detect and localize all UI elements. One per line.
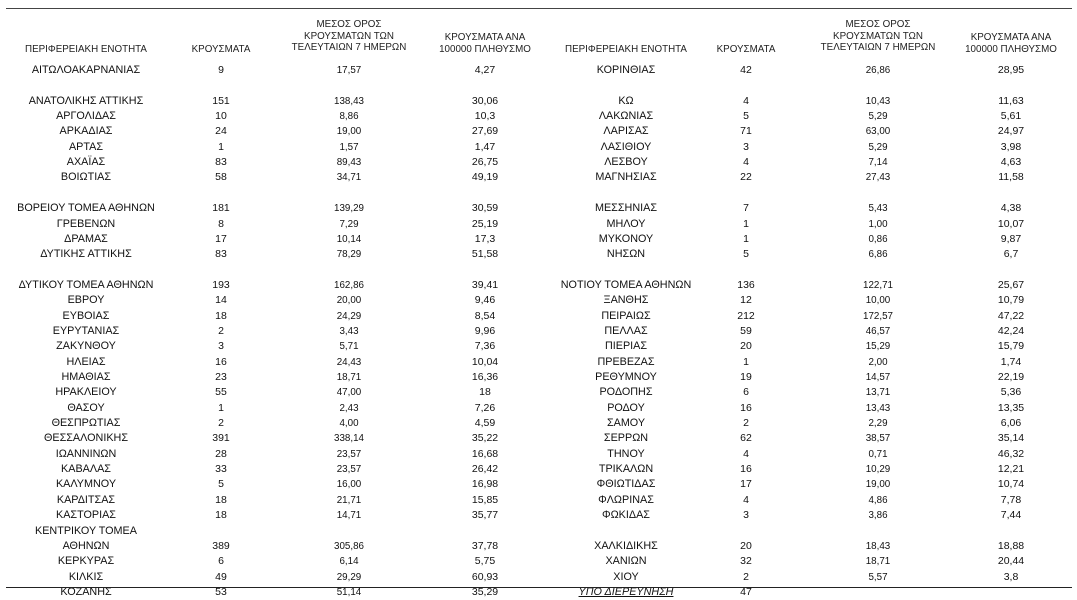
cases-cell: 47 (740, 585, 752, 598)
avg7-cell: 2,00 (868, 356, 888, 368)
avg7-cell: 13,71 (865, 387, 891, 399)
bottom-rule (6, 587, 1072, 588)
cases-cell: 62 (740, 432, 752, 445)
avg7-cell: 18,71 (336, 372, 362, 383)
avg7-cell: 1,00 (868, 218, 888, 230)
per100k-cell: 39,41 (471, 278, 499, 291)
header-per100k-left (425, 32, 545, 55)
per100k-cell: 5,36 (1000, 386, 1022, 399)
per100k-cell: 10,07 (997, 217, 1025, 230)
per100k-cell: 42,24 (997, 324, 1025, 337)
cases-cell: 20 (740, 539, 752, 552)
per100k-cell: 30,59 (471, 202, 499, 215)
cases-cell: 28 (215, 447, 227, 460)
cases-cell: 4 (743, 447, 749, 460)
region-name-cell: ΦΛΩΡΙΝΑΣ (598, 493, 654, 506)
cases-cell: 136 (737, 278, 755, 291)
region-name-cell: ΔΡΑΜΑΣ (64, 232, 108, 245)
region-name-cell: ΚΑΣΤΟΡΙΑΣ (56, 509, 116, 522)
per100k-cell: 60,93 (471, 570, 499, 583)
per100k-cell: 15,79 (997, 340, 1025, 353)
per100k-cell: 35,29 (471, 585, 499, 598)
cases-cell: 1 (743, 232, 749, 245)
region-name-cell: ΜΗΛΟΥ (606, 217, 646, 230)
cases-cell: 83 (215, 156, 227, 169)
top-rule (6, 8, 1072, 9)
per100k-cell: 12,21 (997, 463, 1025, 476)
avg7-cell: 24,29 (336, 310, 362, 322)
cases-cell: 181 (212, 202, 230, 215)
cases-cell: 10 (215, 110, 227, 122)
region-name-cell: ΛΑΡΙΣΑΣ (603, 125, 649, 138)
per100k-cell: 10,04 (471, 355, 499, 368)
cases-cell: 1 (743, 217, 749, 230)
avg7-cell: 7,14 (868, 157, 888, 169)
per100k-cell: 22,19 (997, 371, 1025, 383)
avg7-cell: 1,57 (339, 141, 359, 153)
per100k-cell: 6,06 (1000, 417, 1022, 430)
cases-cell: 12 (740, 294, 752, 307)
cases-cell: 24 (215, 125, 227, 138)
avg7-cell: 122,71 (863, 279, 893, 291)
per100k-cell: 49,19 (471, 171, 499, 184)
cases-cell: 9 (218, 64, 224, 76)
cases-cell: 20 (740, 340, 752, 353)
region-name-cell: ΚΕΡΚΥΡΑΣ (57, 555, 115, 568)
per100k-cell: 27,69 (471, 125, 499, 138)
avg7-cell: 2,43 (339, 402, 359, 414)
region-name-cell: ΚΟΡΙΝΘΙΑΣ (596, 64, 656, 76)
region-name-cell: ΥΠΟ ΔΙΕΡΕΥΝΗΣΗ (578, 585, 674, 598)
region-name-cell: ΚΑΡΔΙΤΣΑΣ (56, 493, 116, 506)
avg7-cell: 5,43 (868, 203, 888, 215)
header-avg7-line-3: ΤΕΛΕΥΤΑΙΩΝ 7 ΗΜΕΡΩΝ (820, 42, 936, 53)
per100k-cell: 37,78 (471, 539, 499, 552)
per100k-cell: 9,96 (474, 324, 496, 337)
avg7-cell: 139,29 (334, 203, 364, 215)
cases-cell: 23 (215, 371, 227, 383)
per100k-cell: 24,97 (997, 125, 1025, 138)
region-name-cell: ΜΑΓΝΗΣΙΑΣ (595, 171, 657, 184)
avg7-cell: 20,00 (336, 295, 362, 307)
per100k-cell: 30,06 (471, 94, 499, 107)
region-name-cell: ΒΟΡΕΙΟΥ ΤΟΜΕΑ ΑΘΗΝΩΝ (17, 202, 155, 215)
cases-cell: 2 (743, 570, 749, 583)
region-name-cell: ΡΕΘΥΜΝΟΥ (595, 371, 657, 383)
region-name-cell: ΑΘΗΝΩΝ (62, 539, 110, 552)
avg7-cell: 18,71 (865, 556, 891, 568)
region-name-cell: ΕΥΡΥΤΑΝΙΑΣ (52, 324, 120, 337)
avg7-cell: 3,86 (868, 510, 888, 522)
avg7-cell: 46,57 (865, 325, 891, 337)
header-avg7-left (284, 19, 414, 54)
avg7-cell: 89,43 (336, 157, 362, 169)
per100k-cell: 18,88 (997, 539, 1025, 552)
region-name-cell: ΦΘΙΩΤΙΔΑΣ (596, 478, 656, 491)
cases-cell: 83 (215, 248, 227, 261)
region-name-cell: ΗΛΕΙΑΣ (66, 355, 106, 368)
per100k-cell: 10,79 (997, 294, 1025, 307)
avg7-cell: 172,57 (863, 310, 893, 322)
cases-cell: 3 (218, 340, 224, 353)
header-cases-left: ΚΡΟΥΣΜΑΤΑ (191, 44, 251, 55)
avg7-cell: 5,29 (868, 111, 888, 122)
cases-cell: 17 (740, 478, 752, 491)
region-name-cell: ΑΡΓΟΛΙΔΑΣ (56, 110, 116, 122)
per100k-cell: 8,54 (474, 309, 496, 322)
region-name-cell: ΛΕΣΒΟΥ (604, 156, 648, 169)
avg7-cell: 38,57 (865, 433, 891, 445)
header-avg7-line-1: ΜΕΣΟΣ ΟΡΟΣ (845, 19, 911, 30)
cases-cell: 33 (215, 463, 227, 476)
cases-cell: 5 (218, 478, 224, 491)
per100k-cell: 10,3 (474, 110, 496, 122)
per100k-cell: 46,32 (997, 447, 1025, 460)
avg7-cell: 19,00 (865, 479, 891, 491)
avg7-cell: 2,29 (868, 418, 888, 430)
avg7-cell: 5,29 (868, 141, 888, 153)
per100k-cell: 5,75 (474, 555, 496, 568)
avg7-cell: 7,29 (339, 218, 359, 230)
cases-cell: 3 (743, 140, 749, 153)
avg7-cell: 138,43 (334, 95, 364, 107)
header-cases-right: ΚΡΟΥΣΜΑΤΑ (716, 44, 776, 55)
avg7-cell: 14,57 (865, 372, 891, 383)
region-name-cell: ΛΑΚΩΝΙΑΣ (598, 110, 654, 122)
cases-cell: 14 (215, 294, 227, 307)
cases-cell: 151 (212, 94, 230, 107)
cases-cell: 8 (218, 217, 224, 230)
per100k-cell: 16,98 (471, 478, 499, 491)
cases-cell: 1 (218, 140, 224, 153)
per100k-cell: 25,67 (997, 278, 1025, 291)
cases-cell: 17 (215, 232, 227, 245)
per100k-cell: 16,68 (471, 447, 499, 460)
avg7-cell: 10,00 (865, 295, 891, 307)
header-avg7-line-2: ΚΡΟΥΣΜΑΤΩΝ ΤΩΝ (304, 30, 394, 42)
cases-cell: 5 (743, 248, 749, 261)
cases-cell: 2 (743, 417, 749, 430)
per100k-cell: 4,59 (474, 417, 496, 430)
cases-table (6, 8, 1072, 598)
header-per100k-line-1: ΚΡΟΥΣΜΑΤΑ ΑΝΑ (444, 32, 526, 43)
region-name-cell: ΕΥΒΟΙΑΣ (62, 309, 110, 322)
header-region-right: ΠΕΡΙΦΕΡΕΙΑΚΗ ΕΝΟΤΗΤΑ (565, 44, 687, 55)
cases-cell: 16 (215, 355, 227, 368)
per100k-cell: 3,8 (1003, 570, 1019, 583)
header-avg7-line-3: ΤΕΛΕΥΤΑΙΩΝ 7 ΗΜΕΡΩΝ (291, 42, 407, 53)
avg7-cell: 6,14 (339, 556, 359, 568)
per100k-cell: 16,36 (471, 371, 499, 383)
avg7-cell: 63,00 (865, 126, 891, 138)
cases-cell: 5 (743, 110, 749, 122)
per100k-cell: 17,3 (474, 232, 496, 245)
cases-cell: 193 (212, 278, 230, 291)
region-name-cell: ΞΑΝΘΗΣ (603, 294, 649, 307)
avg7-cell: 51,14 (336, 586, 362, 598)
per100k-cell: 9,46 (474, 294, 496, 307)
cases-cell: 1 (743, 355, 749, 368)
region-name-cell: ΠΕΛΛΑΣ (604, 324, 648, 337)
region-name-cell: ΜΕΣΣΗΝΙΑΣ (594, 202, 657, 215)
cases-cell: 16 (740, 463, 752, 476)
cases-cell: 3 (743, 509, 749, 522)
region-name-cell: ΚΑΒΑΛΑΣ (61, 463, 111, 476)
region-name-cell: ΗΡΑΚΛΕΙΟΥ (55, 386, 117, 399)
per100k-cell: 13,35 (997, 401, 1025, 414)
per100k-cell: 4,27 (474, 64, 496, 76)
avg7-cell: 10,14 (336, 233, 362, 245)
per100k-cell: 7,78 (1000, 493, 1022, 506)
avg7-cell: 47,00 (336, 387, 362, 399)
per100k-cell: 6,7 (1003, 248, 1019, 261)
cases-cell: 389 (212, 539, 230, 552)
avg7-cell: 5,71 (339, 341, 359, 353)
cases-cell: 18 (215, 493, 227, 506)
region-name-cell: ΧΙΟΥ (613, 570, 639, 583)
region-name-cell: ΝΟΤΙΟΥ ΤΟΜΕΑ ΑΘΗΝΩΝ (560, 278, 692, 291)
region-name-cell: ΤΡΙΚΑΛΩΝ (598, 463, 654, 476)
cases-cell: 53 (215, 585, 227, 598)
cases-cell: 4 (743, 94, 749, 107)
header-per100k-line-2: 100000 ΠΛΗΘΥΣΜΟ (965, 43, 1057, 55)
cases-cell: 19 (740, 371, 752, 383)
cases-cell: 58 (215, 171, 227, 184)
region-name-cell: ΑΧΑΪΑΣ (66, 156, 106, 169)
avg7-cell: 23,57 (336, 448, 362, 460)
per100k-cell: 3,98 (1000, 140, 1022, 153)
per100k-cell: 11,58 (998, 171, 1024, 184)
cases-cell: 49 (215, 570, 227, 583)
avg7-cell: 4,86 (868, 494, 888, 506)
avg7-cell: 78,29 (336, 249, 362, 261)
per100k-cell: 1,47 (474, 140, 496, 153)
avg7-cell: 23,57 (336, 464, 362, 476)
per100k-cell: 18 (479, 386, 491, 399)
region-name-cell: ΔΥΤΙΚΟΥ ΤΟΜΕΑ ΑΘΗΝΩΝ (18, 278, 154, 291)
region-name-cell: ΑΡΚΑΔΙΑΣ (59, 125, 113, 138)
region-name-cell: ΣΑΜΟΥ (606, 417, 646, 430)
avg7-cell: 5,57 (868, 571, 888, 583)
per100k-cell: 35,22 (471, 432, 499, 445)
per100k-cell: 5,61 (1000, 110, 1022, 122)
region-name-cell: ΣΕΡΡΩΝ (603, 432, 649, 445)
avg7-cell: 4,00 (339, 418, 359, 430)
avg7-cell: 16,00 (336, 479, 362, 491)
region-name-cell: ΧΑΛΚΙΔΙΚΗΣ (594, 539, 658, 552)
avg7-cell: 8,86 (339, 111, 359, 122)
header-per100k-line-1: ΚΡΟΥΣΜΑΤΑ ΑΝΑ (970, 32, 1052, 43)
per100k-cell: 4,63 (1000, 156, 1022, 169)
per100k-cell: 7,26 (474, 401, 496, 414)
avg7-cell: 338,14 (334, 433, 364, 445)
per100k-cell: 1,74 (1000, 355, 1022, 368)
avg7-cell: 10,29 (865, 464, 891, 476)
region-name-cell: ΠΡΕΒΕΖΑΣ (597, 355, 655, 368)
avg7-cell: 17,57 (336, 65, 362, 76)
region-name-cell: ΡΟΔΟΥ (607, 401, 645, 414)
region-name-cell: ΜΥΚΟΝΟΥ (598, 232, 654, 245)
per100k-cell: 20,44 (997, 555, 1025, 568)
per100k-cell: 26,75 (471, 156, 499, 169)
per100k-cell: 35,14 (997, 432, 1025, 445)
cases-cell: 59 (740, 324, 752, 337)
region-name-cell: ΑΡΤΑΣ (68, 140, 104, 153)
region-name-cell: ΧΑΝΙΩΝ (605, 555, 647, 568)
cases-cell: 32 (740, 555, 752, 568)
avg7-cell: 24,43 (336, 356, 362, 368)
region-name-cell: ΚΙΛΚΙΣ (68, 570, 104, 583)
header-avg7-line-1: ΜΕΣΟΣ ΟΡΟΣ (316, 19, 382, 30)
avg7-cell: 18,43 (865, 540, 891, 552)
region-name-cell: ΖΑΚΥΝΘΟΥ (56, 340, 116, 353)
cases-cell: 6 (743, 386, 749, 399)
per100k-cell: 35,77 (471, 509, 499, 522)
avg7-cell: 26,86 (865, 65, 891, 76)
cases-cell: 71 (740, 125, 752, 138)
cases-cell: 18 (215, 509, 227, 522)
cases-cell: 22 (740, 171, 752, 184)
per100k-cell: 7,36 (474, 340, 496, 353)
region-name-cell: ΝΗΣΩΝ (606, 248, 646, 261)
per100k-cell: 51,58 (471, 248, 499, 261)
header-region-left: ΠΕΡΙΦΕΡΕΙΑΚΗ ΕΝΟΤΗΤΑ (25, 44, 147, 55)
region-name-cell: ΠΙΕΡΙΑΣ (604, 340, 648, 353)
region-name-cell: ΡΟΔΟΠΗΣ (599, 386, 653, 399)
region-name-cell: ΒΟΙΩΤΙΑΣ (60, 171, 112, 184)
per100k-cell: 26,42 (471, 463, 499, 476)
avg7-cell: 0,86 (868, 233, 888, 245)
cases-cell: 2 (218, 417, 224, 430)
cases-cell: 4 (743, 493, 749, 506)
cases-cell: 18 (215, 309, 227, 322)
avg7-cell: 27,43 (865, 172, 891, 184)
region-name-cell: ΛΑΣΙΘΙΟΥ (600, 140, 652, 153)
avg7-cell: 15,29 (865, 341, 891, 353)
region-name-cell: ΙΩΑΝΝΙΝΩΝ (55, 447, 117, 460)
region-name-cell: ΚΟΖΑΝΗΣ (60, 585, 112, 598)
region-name-cell: ΑΝΑΤΟΛΙΚΗΣ ΑΤΤΙΚΗΣ (28, 94, 144, 107)
avg7-cell: 305,86 (334, 540, 364, 552)
per100k-cell: 11,63 (998, 94, 1024, 107)
per100k-cell: 25,19 (471, 217, 499, 230)
cases-cell: 212 (737, 309, 755, 322)
region-name-cell: ΑΙΤΩΛΟΑΚΑΡΝΑΝΙΑΣ (31, 64, 141, 76)
avg7-cell: 21,71 (336, 494, 362, 506)
avg7-cell: 6,86 (868, 249, 888, 261)
cases-cell: 16 (740, 401, 752, 414)
cases-cell: 55 (215, 386, 227, 399)
avg7-cell: 162,86 (334, 279, 364, 291)
region-name-cell: ΤΗΝΟΥ (607, 447, 645, 460)
cases-cell: 6 (218, 555, 224, 568)
avg7-cell: 19,00 (336, 126, 362, 138)
region-name-cell: ΚΕΝΤΡΙΚΟΥ ΤΟΜΕΑ (35, 524, 137, 537)
per100k-cell: 15,85 (471, 493, 499, 506)
region-name-cell: ΓΡΕΒΕΝΩΝ (56, 217, 116, 230)
region-name-cell: ΕΒΡΟΥ (67, 294, 105, 307)
per100k-cell: 47,22 (997, 309, 1025, 322)
avg7-cell: 13,43 (865, 402, 891, 414)
avg7-cell: 0,71 (868, 448, 888, 460)
cases-cell: 391 (212, 432, 230, 445)
per100k-cell: 28,95 (997, 64, 1025, 76)
region-name-cell: ΘΕΣΠΡΩΤΙΑΣ (51, 417, 121, 430)
region-name-cell: ΘΕΣΣΑΛΟΝΙΚΗΣ (43, 432, 128, 445)
region-name-cell: ΗΜΑΘΙΑΣ (61, 371, 111, 383)
avg7-cell: 29,29 (336, 571, 362, 583)
header-per100k-line-2: 100000 ΠΛΗΘΥΣΜΟ (439, 43, 531, 55)
avg7-cell: 14,71 (336, 510, 362, 522)
per100k-cell: 7,44 (1000, 509, 1022, 522)
avg7-cell: 10,43 (865, 95, 891, 107)
cases-cell: 4 (743, 156, 749, 169)
cases-cell: 2 (218, 324, 224, 337)
cases-cell: 7 (743, 202, 749, 215)
header-avg7-right (813, 19, 943, 54)
avg7-cell: 34,71 (336, 172, 362, 184)
region-name-cell: ΚΩ (618, 94, 634, 107)
per100k-cell: 10,74 (997, 478, 1025, 491)
cases-cell: 1 (218, 401, 224, 414)
region-name-cell: ΠΕΙΡΑΙΩΣ (601, 309, 651, 322)
header-per100k-right (951, 32, 1071, 55)
per100k-cell: 4,38 (1000, 202, 1022, 215)
region-name-cell: ΔΥΤΙΚΗΣ ΑΤΤΙΚΗΣ (40, 248, 132, 261)
region-name-cell: ΚΑΛΥΜΝΟΥ (55, 478, 117, 491)
cases-cell: 42 (740, 64, 752, 76)
header-avg7-line-2: ΚΡΟΥΣΜΑΤΩΝ ΤΩΝ (833, 30, 923, 42)
avg7-cell: 3,43 (339, 325, 359, 337)
region-name-cell: ΦΩΚΙΔΑΣ (602, 509, 650, 522)
per100k-cell: 9,87 (1000, 232, 1022, 245)
region-name-cell: ΘΑΣΟΥ (67, 401, 105, 414)
